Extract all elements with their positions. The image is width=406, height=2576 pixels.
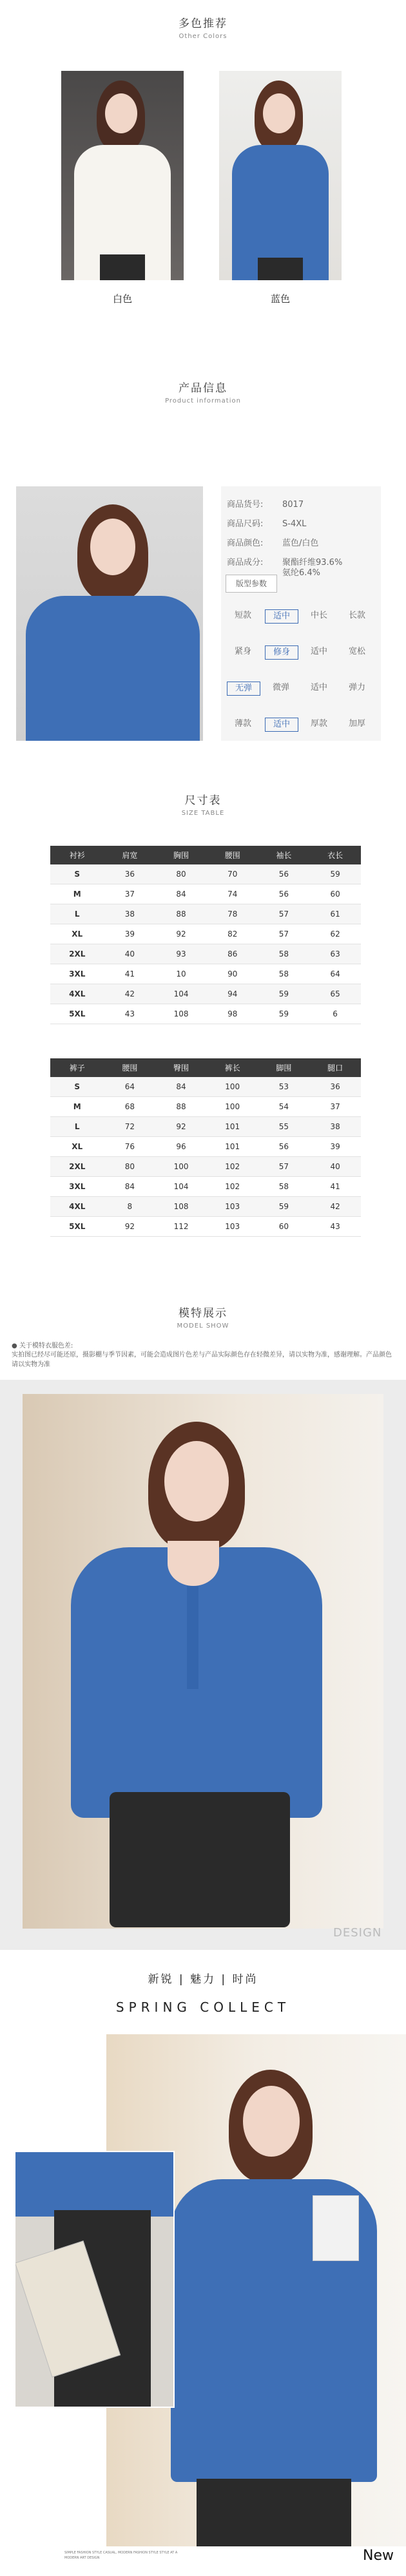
- table-cell: 104: [155, 1177, 207, 1197]
- fit-param-option: 加厚: [348, 719, 365, 729]
- fit-param-option: 长款: [348, 611, 365, 620]
- info-subtitle: Product information: [165, 397, 241, 405]
- table-cell: 56: [258, 884, 310, 904]
- size-section-header: [0, 791, 406, 817]
- fit-param-option: 薄款: [234, 719, 251, 729]
- table-cell: 94: [207, 984, 258, 1004]
- table-cell: M: [50, 1097, 104, 1117]
- new-label: New: [363, 2548, 394, 2564]
- table-cell: 40: [309, 1157, 361, 1177]
- table-cell: 101: [207, 1137, 258, 1157]
- colors-subtitle: Other Colors: [179, 33, 227, 40]
- fit-param-option: 微弹: [272, 683, 289, 692]
- table-cell: 104: [155, 984, 207, 1004]
- table-cell: 108: [155, 1004, 207, 1024]
- table-cell: 10: [155, 964, 207, 984]
- table-cell: 57: [258, 924, 310, 944]
- table-cell: 5XL: [50, 1217, 104, 1237]
- table-cell: 88: [155, 904, 207, 924]
- table-header-cell: 裤长: [207, 1058, 258, 1077]
- white-color-caption: 白色: [112, 293, 132, 305]
- table-cell: 98: [207, 1004, 258, 1024]
- fit-params-badge: 版型参数: [226, 575, 277, 593]
- table-header-cell: 腿口: [309, 1058, 361, 1077]
- table-cell: 60: [258, 1217, 310, 1237]
- table-cell: XL: [50, 1137, 104, 1157]
- table-cell: L: [50, 904, 104, 924]
- table-cell: 5XL: [50, 1004, 104, 1024]
- table-row: [50, 1097, 361, 1117]
- table-cell: M: [50, 884, 104, 904]
- table-cell: 101: [207, 1117, 258, 1137]
- table-row: [50, 944, 361, 964]
- fit-param-option: 紧身: [234, 647, 251, 656]
- fit-param-option: 适中: [310, 683, 327, 692]
- table-cell: 8: [104, 1197, 155, 1217]
- fit-param-option: 厚款: [310, 719, 327, 729]
- table-cell: 92: [104, 1217, 155, 1237]
- table-cell: 84: [155, 884, 207, 904]
- model-section-header: [0, 1304, 406, 1330]
- info-row-key: 商品货号:: [227, 500, 264, 510]
- table-cell: 86: [207, 944, 258, 964]
- spring-tagline: 新锐 | 魅力 | 时尚: [148, 1973, 258, 1986]
- fit-param-option: 弹力: [348, 683, 365, 692]
- table-header-cell: 腰围: [104, 1058, 155, 1077]
- table-cell: 56: [258, 864, 310, 884]
- table-cell: 80: [104, 1157, 155, 1177]
- table-cell: 82: [207, 924, 258, 944]
- table-header-cell: 臀围: [155, 1058, 207, 1077]
- spring-inset-photo: [14, 2151, 175, 2408]
- table-header-cell: 胸围: [155, 846, 207, 864]
- table-row: [50, 1077, 361, 1097]
- table-cell: 70: [207, 864, 258, 884]
- table-cell: 90: [207, 964, 258, 984]
- spring-footer-line2: MODERN ART DESIGN: [64, 2556, 100, 2560]
- product-info-photo: [16, 486, 203, 741]
- table-cell: 43: [104, 1004, 155, 1024]
- table-cell: 3XL: [50, 1177, 104, 1197]
- table-row: [50, 1004, 361, 1024]
- table-cell: 102: [207, 1157, 258, 1177]
- table-cell: 59: [258, 1004, 310, 1024]
- table-cell: 2XL: [50, 1157, 104, 1177]
- white-blouse-photo[interactable]: [61, 71, 184, 280]
- table-cell: 42: [104, 984, 155, 1004]
- fit-param-option: 修身: [265, 645, 298, 660]
- table-header-cell: 脚围: [258, 1058, 310, 1077]
- table-cell: 59: [258, 984, 310, 1004]
- blue-color-caption: 蓝色: [270, 293, 290, 305]
- table-cell: 36: [309, 1077, 361, 1097]
- table-row: [50, 984, 361, 1004]
- table-row: [50, 1177, 361, 1197]
- table-cell: 84: [155, 1077, 207, 1097]
- info-row: [227, 497, 304, 510]
- table-cell: XL: [50, 924, 104, 944]
- table-row: [50, 964, 361, 984]
- table-cell: 58: [258, 944, 310, 964]
- size-subtitle: SIZE TABLE: [181, 810, 225, 817]
- table-cell: 57: [258, 1157, 310, 1177]
- table-row: [50, 904, 361, 924]
- info-row-value: 蓝色/白色: [282, 539, 319, 548]
- blue-blouse-photo[interactable]: [219, 71, 342, 280]
- table-cell: 78: [207, 904, 258, 924]
- table-cell: 112: [155, 1217, 207, 1237]
- table-cell: 92: [155, 924, 207, 944]
- table-cell: 38: [309, 1117, 361, 1137]
- table-cell: 68: [104, 1097, 155, 1117]
- shirt-size-table: [50, 846, 361, 1024]
- color-note-heading: ● 关于模特衣服色差:: [12, 1342, 73, 1350]
- table-cell: 74: [207, 884, 258, 904]
- model-subtitle: MODEL SHOW: [177, 1322, 229, 1330]
- table-header-cell: 袖长: [258, 846, 310, 864]
- color-note-text: 实拍图已经尽可能还原，摄影棚与季节因素，可能会造成图片色差与产品实际颜色存在轻微差异，请以实物为准，感谢理解。产品颜色请以实物为准: [12, 1351, 392, 1368]
- table-cell: 4XL: [50, 984, 104, 1004]
- table-cell: 57: [258, 904, 310, 924]
- table-cell: 103: [207, 1217, 258, 1237]
- table-header-cell: 衣长: [309, 846, 361, 864]
- table-row: [50, 1137, 361, 1157]
- table-cell: 64: [309, 964, 361, 984]
- table-cell: 39: [104, 924, 155, 944]
- table-cell: L: [50, 1117, 104, 1137]
- fit-param-option: 适中: [265, 718, 298, 732]
- fit-param-option: 中长: [310, 611, 327, 620]
- table-cell: 37: [104, 884, 155, 904]
- table-cell: 37: [309, 1097, 361, 1117]
- model-show-photo: [0, 1380, 406, 1950]
- table-cell: 42: [309, 1197, 361, 1217]
- table-cell: 62: [309, 924, 361, 944]
- table-cell: 100: [155, 1157, 207, 1177]
- fit-param-option: 宽松: [348, 647, 365, 656]
- fit-param-option: 适中: [310, 647, 327, 656]
- table-row: [50, 884, 361, 904]
- table-cell: 53: [258, 1077, 310, 1097]
- info-row-key: 商品尺码:: [227, 519, 264, 529]
- fit-param-option: 无弹: [227, 682, 260, 696]
- fit-param-option: 适中: [265, 609, 298, 624]
- info-row: [227, 536, 318, 548]
- colors-section-header: [0, 14, 406, 40]
- table-cell: 65: [309, 984, 361, 1004]
- table-cell: 58: [258, 964, 310, 984]
- info-section-header: [0, 379, 406, 405]
- table-cell: 54: [258, 1097, 310, 1117]
- table-header-cell: 肩宽: [104, 846, 155, 864]
- table-row: [50, 864, 361, 884]
- info-row-value: 氨纶6.4%: [282, 568, 321, 578]
- table-cell: 60: [309, 884, 361, 904]
- table-cell: 80: [155, 864, 207, 884]
- table-cell: 88: [155, 1097, 207, 1117]
- table-cell: 63: [309, 944, 361, 964]
- table-header-cell: 衬衫: [50, 846, 104, 864]
- table-cell: 40: [104, 944, 155, 964]
- table-cell: 76: [104, 1137, 155, 1157]
- table-cell: 2XL: [50, 944, 104, 964]
- info-row: [227, 517, 306, 529]
- spring-footer-line1: SIMPLE FASHION STYLE CASUAL, MODERN FASHION STYLE STYLE AT A: [64, 2551, 178, 2555]
- table-cell: 3XL: [50, 964, 104, 984]
- spring-collect-title: SPRING COLLECT: [115, 1999, 291, 2015]
- table-cell: 59: [258, 1197, 310, 1217]
- table-cell: 41: [309, 1177, 361, 1197]
- table-cell: 61: [309, 904, 361, 924]
- table-cell: S: [50, 864, 104, 884]
- info-row-value: 8017: [282, 500, 304, 510]
- table-cell: 108: [155, 1197, 207, 1217]
- table-cell: 39: [309, 1137, 361, 1157]
- table-row: [50, 1157, 361, 1177]
- table-cell: 43: [309, 1217, 361, 1237]
- table-cell: 41: [104, 964, 155, 984]
- table-cell: 58: [258, 1177, 310, 1197]
- table-cell: 36: [104, 864, 155, 884]
- info-row-value: S-4XL: [282, 519, 307, 529]
- design-watermark: DESIGN: [333, 1926, 382, 1940]
- table-row: [50, 1217, 361, 1237]
- table-cell: 64: [104, 1077, 155, 1097]
- table-cell: 100: [207, 1097, 258, 1117]
- colors-title: 多色推荐: [179, 17, 227, 30]
- table-cell: 56: [258, 1137, 310, 1157]
- model-title: 模特展示: [179, 1307, 227, 1320]
- table-header-cell: 腰围: [207, 846, 258, 864]
- table-header-cell: 裤子: [50, 1058, 104, 1077]
- info-row-key: 商品颜色:: [227, 539, 264, 548]
- pants-size-table: [50, 1058, 361, 1237]
- table-row: [50, 1197, 361, 1217]
- table-row: [50, 924, 361, 944]
- table-cell: 59: [309, 864, 361, 884]
- table-cell: 84: [104, 1177, 155, 1197]
- table-cell: 38: [104, 904, 155, 924]
- table-cell: S: [50, 1077, 104, 1097]
- info-title: 产品信息: [179, 382, 227, 395]
- table-cell: 102: [207, 1177, 258, 1197]
- table-cell: 72: [104, 1117, 155, 1137]
- table-cell: 93: [155, 944, 207, 964]
- info-row-key: 商品成分:: [227, 558, 264, 568]
- size-title: 尺寸表: [184, 794, 222, 807]
- table-cell: 6: [309, 1004, 361, 1024]
- table-cell: 92: [155, 1117, 207, 1137]
- table-cell: 100: [207, 1077, 258, 1097]
- table-cell: 4XL: [50, 1197, 104, 1217]
- info-row: [282, 566, 320, 578]
- table-cell: 103: [207, 1197, 258, 1217]
- table-row: [50, 1117, 361, 1137]
- fit-param-option: 短款: [234, 611, 251, 620]
- table-cell: 96: [155, 1137, 207, 1157]
- table-cell: 55: [258, 1117, 310, 1137]
- info-row-value: 聚酯纤维93.6%: [282, 558, 343, 568]
